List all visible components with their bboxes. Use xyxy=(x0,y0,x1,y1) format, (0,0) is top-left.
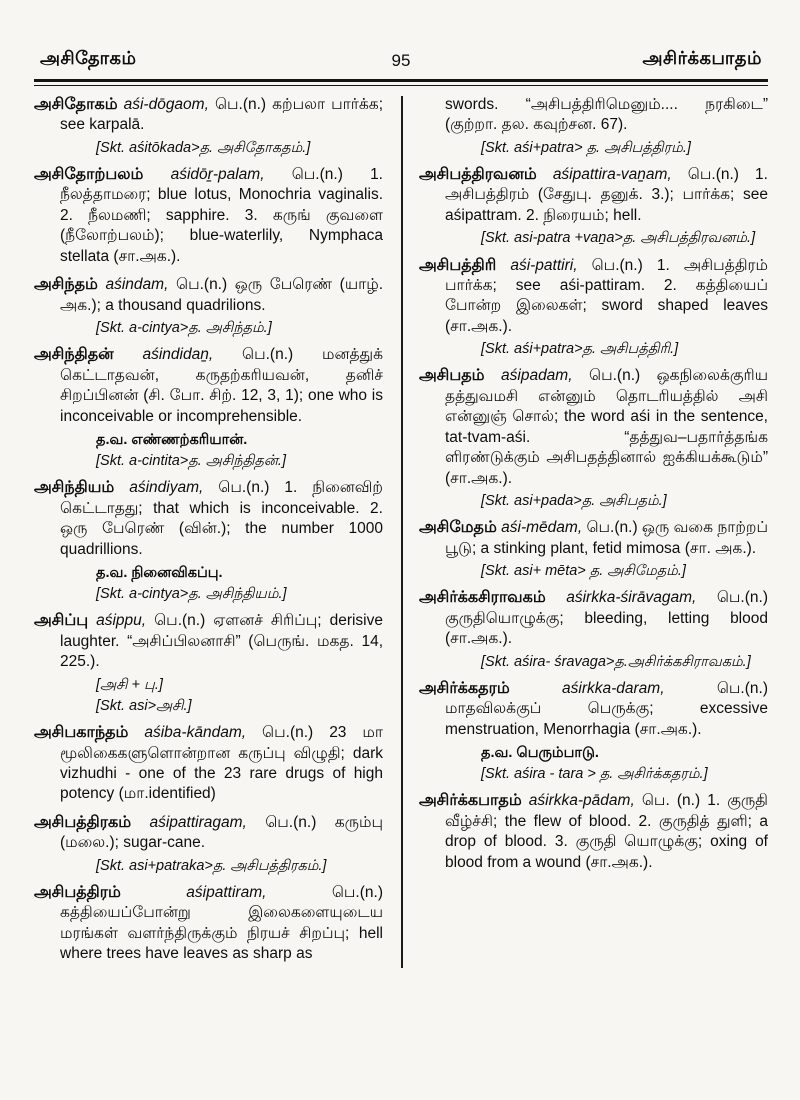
entry-transliteration: aśi-mēdam, xyxy=(496,519,583,537)
etymology-note: [Skt. aśira- śravaga>த.அசிர்க்கசிராவகம்.] xyxy=(481,653,751,670)
dictionary-entry xyxy=(34,477,383,603)
dictionary-entry xyxy=(419,678,768,784)
entry-transliteration: aśippu, xyxy=(88,612,147,630)
entry-headword: அசிந்திதன் xyxy=(34,346,114,364)
entry-headword: அசிமேதம் xyxy=(419,519,497,537)
etymology-note: [Skt. a-cintya>த. அசிந்தம்.] xyxy=(96,320,272,337)
etymology-note: [Skt. asi+pada>த. அசிபதம்.] xyxy=(481,493,667,510)
entry-body: பெ.(n.) குருதியொழுக்கு; bleeding, letting blood (சா.அக.). xyxy=(445,589,768,648)
entry-paragraph xyxy=(34,812,383,854)
header-rule-thin xyxy=(34,85,768,86)
entry-body: பெ.(n.) 1. அசிபத்திரம் பார்க்க; see aśi-pattiram. 2. கத்தியைப் போன்ற இலைகள்; sword shaped leaves (சா.அக.). xyxy=(445,256,768,335)
etymology-note: [Skt. aśitōkada>த. அசிதோகதம்.] xyxy=(96,139,311,156)
entry-transliteration: aśirkka-śirāvagam, xyxy=(545,589,697,607)
entry-headword: அசிர்க்கதரம் xyxy=(419,679,510,697)
entry-transliteration: aśindiyam, xyxy=(114,479,204,497)
entry-transliteration: aśipattira-vaṉam, xyxy=(536,166,672,184)
etymology-note: [Skt. aśi+patra> த. அசிபத்திரம்.] xyxy=(481,139,691,156)
dictionary-entry xyxy=(34,94,383,157)
entry-paragraph xyxy=(34,722,383,805)
entry-paragraph xyxy=(419,517,768,559)
entry-transliteration: aśindam, xyxy=(97,276,169,294)
entry-headword: அசிதோற்பலம் xyxy=(34,166,144,184)
etymology-note: [அசி + பு.] xyxy=(96,676,163,693)
entry-transliteration: aśiba-kāndam, xyxy=(128,724,247,742)
page-header xyxy=(34,48,768,77)
entry-headword: அசிப்பு xyxy=(34,612,89,630)
dictionary-entry xyxy=(34,344,383,470)
entry-headword: அசிபத்திரம் xyxy=(34,883,121,901)
etymology-note: [Skt. aśi+patra>த. அசிபத்திரி.] xyxy=(481,341,679,358)
dictionary-entry xyxy=(419,94,768,157)
dictionary-entry xyxy=(419,587,768,670)
dictionary-entry xyxy=(34,722,383,805)
dictionary-entry xyxy=(34,610,383,715)
entry-paragraph xyxy=(419,164,768,226)
entry-body: பெ.(n.) ஒரு வகை நாற்றப் பூடு; a stinking plant, fetid mimosa (சா. அக.). xyxy=(445,519,769,557)
entry-transliteration: aśi-dōgaom, xyxy=(117,96,209,113)
header-rule-thick xyxy=(34,79,768,82)
dictionary-entry xyxy=(419,790,768,873)
entry-headword: அசிந்தியம் xyxy=(34,479,115,497)
entry-body: பெ.(n.) மனத்துக் கெட்டாதவன், கருதற்கரியவன், தனிச் சிறப்பினன் (சி. போ. சிற். 12, 3, 1); one who is inconceivable or incomprehensible. xyxy=(60,346,383,425)
entry-paragraph xyxy=(34,164,383,267)
entry-headword: அசிபத்திரி xyxy=(419,256,497,274)
dictionary-entry xyxy=(34,812,383,875)
entry-transliteration: aśidōṟ-palam, xyxy=(143,166,265,184)
entry-transliteration: aśindidaṉ, xyxy=(113,346,214,364)
entry-headword: அசிபத்திரவனம் xyxy=(419,166,537,184)
dictionary-entry xyxy=(34,164,383,267)
etymology-note: [Skt. a-cintya>த. அசிந்தியம்.] xyxy=(96,586,287,603)
entry-headword: அசிர்க்கபாதம் xyxy=(419,792,522,810)
entry-paragraph xyxy=(34,610,383,672)
etymology-note: [Skt. a-cintita>த. அசிந்திதன்.] xyxy=(96,453,286,470)
text-columns xyxy=(34,94,768,972)
tamil-equivalent-note: த.வ. நினைவிகப்பு. xyxy=(96,565,223,582)
column-left xyxy=(34,94,401,972)
entry-body: பெ.(n.) மாதவிலக்குப் பெருக்கு; excessive menstruation, Menorrhagia (சா.அக.). xyxy=(445,679,768,738)
tamil-equivalent-note: த.வ. எண்ணற்கரியான். xyxy=(96,432,248,449)
entry-body: பெ.(n.) 1. நினைவிற் கெட்டாதது; that which is inconceivable. 2. ஒரு பேரெண் (வின்.); the number 1000 quadrillions. xyxy=(60,479,383,558)
etymology-note: [Skt. asi-patra +vaṉa>த. அசிபத்திரவனம்.] xyxy=(481,230,756,247)
entry-body: பெ.(n.) கரும்பு (மலை.); sugar-cane. xyxy=(60,813,383,852)
etymology-note: [Skt. aśira - tara > த. அசிர்க்கதரம்.] xyxy=(481,766,708,783)
entry-paragraph xyxy=(419,94,768,136)
entry-body: பெ.(n.) கற்பலா பார்க்க; see karpalā. xyxy=(60,96,384,134)
entry-transliteration: aśirkka-daram, xyxy=(509,679,665,697)
entry-transliteration: aśirkka-pādam, xyxy=(521,792,635,810)
entry-paragraph xyxy=(419,790,768,873)
page-number: 95 xyxy=(391,51,411,70)
etymology-note: [Skt. asi>அசி.] xyxy=(96,697,192,714)
entry-paragraph xyxy=(419,365,768,489)
entry-transliteration: aśipattiragam, xyxy=(131,813,247,831)
entry-body: swords. “அசிபத்திரிமெனும்.... நரகிடை” (குற்றா. தல. கவுற்சன. 67). xyxy=(445,96,768,134)
dictionary-entry xyxy=(419,164,768,247)
entry-body: பெ. (n.) 1. குருதி வீழ்ச்சி; the flew of blood. 2. குருதித் துளி; a drop of blood. 3. குருதி யொழுக்கு; oxing of blood from a wound (சா.அக.). xyxy=(445,792,768,871)
entry-body: பெ.(n.) 1. அசிபத்திரம் (சேதுபு. தனுக். 3.); பார்க்க; see aśipattram. 2. நிரையம்; hell. xyxy=(445,166,768,224)
entry-paragraph xyxy=(34,344,383,427)
etymology-note: [Skt. asi+ mēta> த. அசிமேதம்.] xyxy=(481,563,686,580)
entry-body: பெ.(n.) 1. நீலத்தாமரை; blue lotus, Monochria vaginalis. 2. நீலமணி; sapphire. 3. கருங் குவளை (நீலோற்பலம்); blue-waterlily, Nymphaca stellata (சா.அக.). xyxy=(60,166,383,265)
entry-paragraph xyxy=(419,255,768,338)
entry-paragraph xyxy=(34,274,383,316)
entry-headword: அசிந்தம் xyxy=(34,276,98,294)
dictionary-entry xyxy=(34,882,383,965)
guide-word-left: அசிதோகம் xyxy=(40,48,137,68)
entry-body: பெ.(n.) ஏளனச் சிரிப்பு; derisive laughter. “அசிப்பிலனாசி” (பெருங். மகத. 14, 225.). xyxy=(60,612,383,671)
entry-paragraph xyxy=(34,477,383,560)
entry-transliteration: aśipadam, xyxy=(484,367,573,385)
guide-word-right: அசிர்க்கபாதம் xyxy=(642,48,763,68)
entry-paragraph xyxy=(419,587,768,649)
entry-body: பெ.(n.) 23 மா மூலிகைகளுளொன்றான கருப்பு விழுதி; dark vizhudhi - one of the 23 rare drugs of high potency (மா.identified) xyxy=(60,724,383,803)
column-divider xyxy=(401,96,403,968)
entry-body: பெ.(n.) ஒகநிலைக்குரிய தத்துவமசி என்னும் தொடரியத்தில் அசி என்னுஞ் சொல்; the word aśi in the sentence, tat-tvam-aśi. “தத்துவ–பதார்த்தங்க ளிரண்டுக்கும் அசிபதத்தினால் ஐக்கியக்கூடும்” (சா.அக.). xyxy=(445,367,768,487)
dictionary-entry xyxy=(419,365,768,510)
etymology-note: [Skt. asi+patraka>த. அசிபத்திரகம்.] xyxy=(96,857,327,874)
tamil-equivalent-note: த.வ. பெரும்பாடு. xyxy=(481,745,599,762)
entry-paragraph xyxy=(419,678,768,740)
column-right xyxy=(401,94,768,972)
entry-paragraph xyxy=(34,94,383,136)
entry-headword: அசிபதம் xyxy=(419,367,485,385)
entry-headword: அசிபகாந்தம் xyxy=(34,724,129,742)
entry-body: பெ.(n.) ஒரு பேரெண் (யாழ். அக.); a thousand quadrilions. xyxy=(60,276,383,314)
entry-transliteration: aśi-pattiri, xyxy=(496,256,578,274)
dictionary-entry xyxy=(419,255,768,359)
entry-headword: அசிர்க்கசிராவகம் xyxy=(419,589,546,607)
dictionary-entry xyxy=(34,274,383,337)
entry-headword: அசிதோகம் xyxy=(34,96,118,113)
entry-transliteration: aśipattiram, xyxy=(120,883,267,901)
entry-paragraph xyxy=(34,882,383,965)
entry-body: பெ.(n.) கத்தியைப்போன்று இலைகளையுடைய மரங்கள் வளர்ந்திருக்கும் நிரயச் சிறப்பு; hell where trees have leaves as sharp as xyxy=(60,883,383,963)
dictionary-entry xyxy=(419,517,768,580)
entry-headword: அசிபத்திரகம் xyxy=(34,813,132,831)
